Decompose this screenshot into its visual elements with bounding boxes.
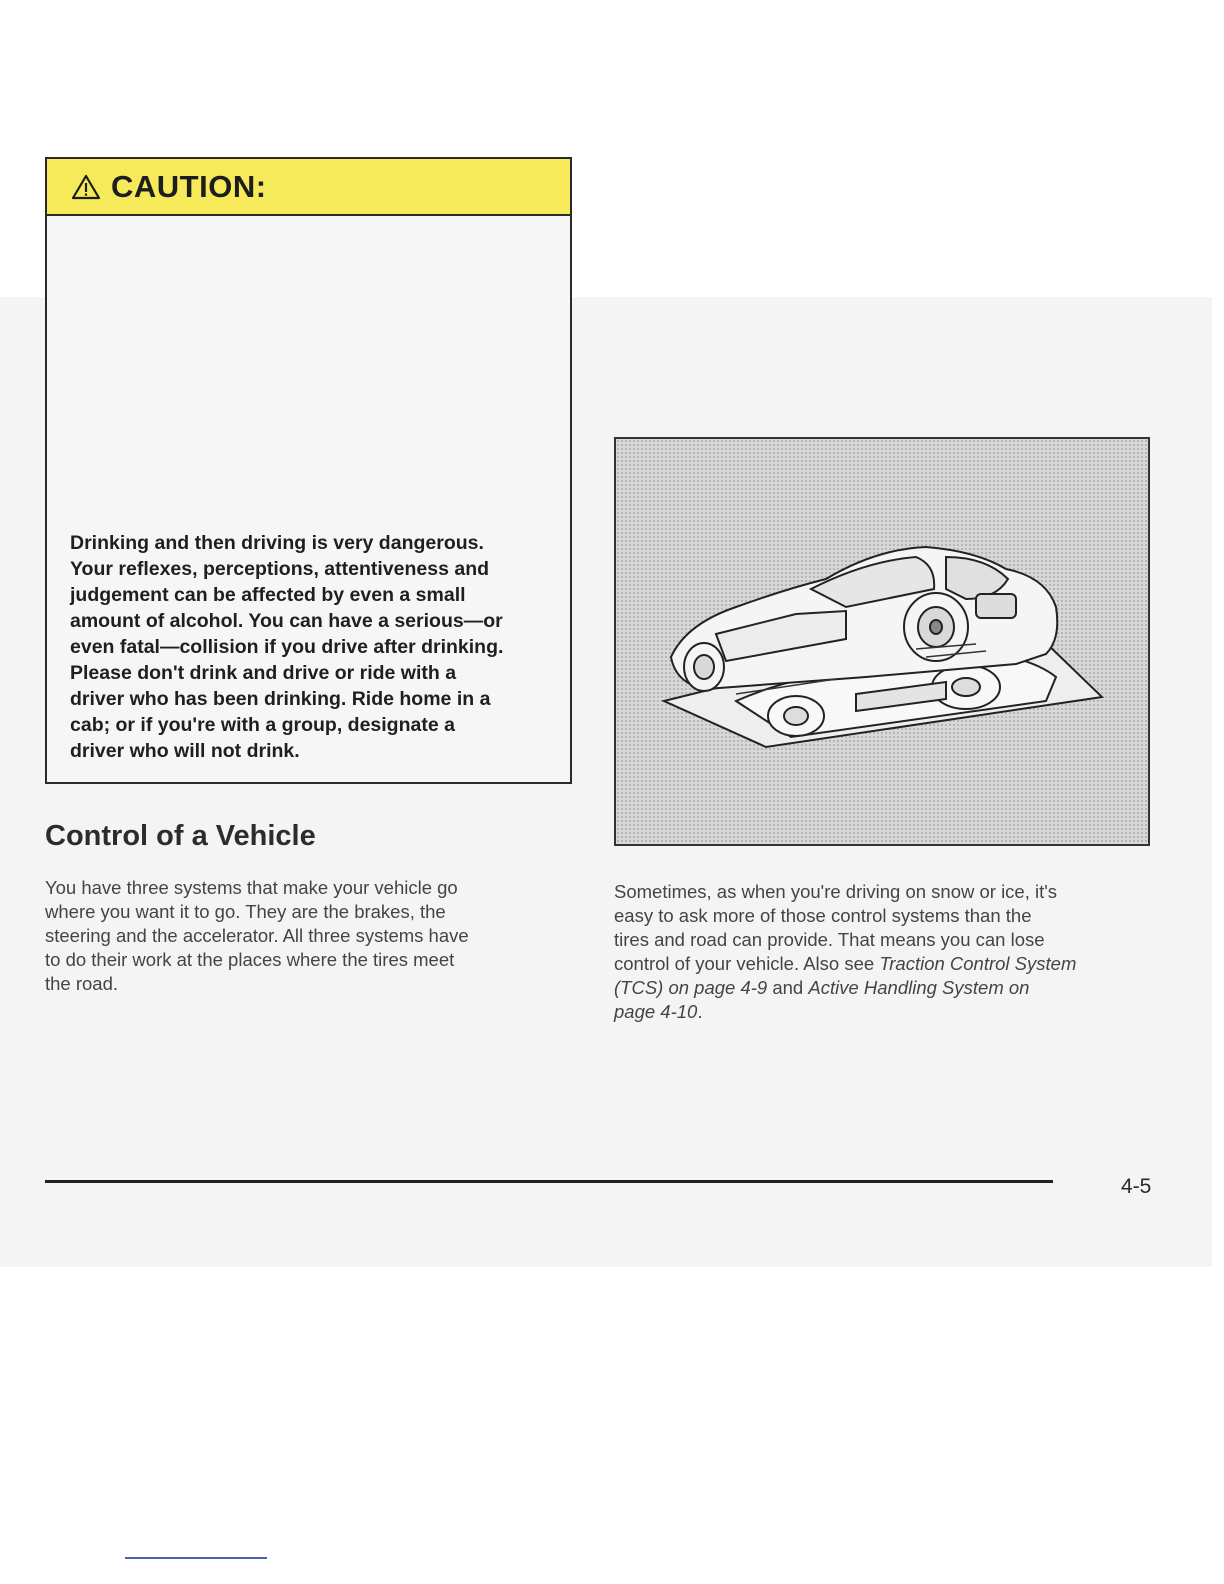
active-handling-page-link[interactable]: page 4-10 <box>614 1001 698 1022</box>
caution-line: amount of alcohol. You can have a serious—or <box>70 610 503 632</box>
caution-header <box>47 159 570 216</box>
paragraph-text: control of your vehicle. Also see <box>614 953 880 974</box>
paragraph-line: the road. <box>45 973 119 994</box>
tcs-page-link[interactable]: (TCS) on page 4-9 <box>614 977 768 998</box>
left-paragraph <box>45 876 545 996</box>
page-number: 4-5 <box>1121 1175 1152 1198</box>
caution-line: judgement can be affected by even a small <box>70 584 466 606</box>
caution-text <box>70 530 560 764</box>
traction-control-link[interactable]: Traction Control System <box>879 953 1077 974</box>
caution-line: driver who will not drink. <box>70 740 300 762</box>
paragraph-line: Sometimes, as when you're driving on snow or ice, it's <box>614 881 1058 902</box>
caution-title: CAUTION: <box>111 168 267 204</box>
paragraph-text: and <box>767 977 809 998</box>
car-on-road-surface-illustration <box>614 437 1150 846</box>
right-paragraph <box>614 880 1159 1024</box>
active-handling-link[interactable]: Active Handling System on <box>808 977 1030 998</box>
section-heading: Control of a Vehicle <box>45 820 316 852</box>
paragraph-text: . <box>697 1001 703 1022</box>
caution-line: driver who has been drinking. Ride home in a <box>70 688 491 710</box>
divider <box>125 1557 267 1559</box>
caution-line: Your reflexes, perceptions, attentiveness and <box>70 558 490 580</box>
caution-line: Please don't drink and drive or ride with a <box>70 662 457 684</box>
caution-line: Drinking and then driving is very dangerous. <box>70 532 484 554</box>
paragraph-line: to do their work at the places where the tires meet <box>45 949 455 970</box>
warning-triangle-icon <box>71 173 101 201</box>
footer-rule <box>45 1180 1053 1183</box>
paragraph-line: easy to ask more of those control systems than the <box>614 905 1032 926</box>
caution-line: cab; or if you're with a group, designate a <box>70 714 455 736</box>
paragraph-line: steering and the accelerator. All three systems have <box>45 925 469 946</box>
paragraph-line <box>614 976 1159 1000</box>
paragraph-line: tires and road can provide. That means you can lose <box>614 929 1045 950</box>
paragraph-line <box>614 952 1159 976</box>
paragraph-line <box>614 1000 1159 1024</box>
caution-line: even fatal—collision if you drive after drinking. <box>70 636 504 658</box>
paragraph-line: where you want it to go. They are the brakes, the <box>45 901 446 922</box>
paragraph-line: You have three systems that make your vehicle go <box>45 877 458 898</box>
